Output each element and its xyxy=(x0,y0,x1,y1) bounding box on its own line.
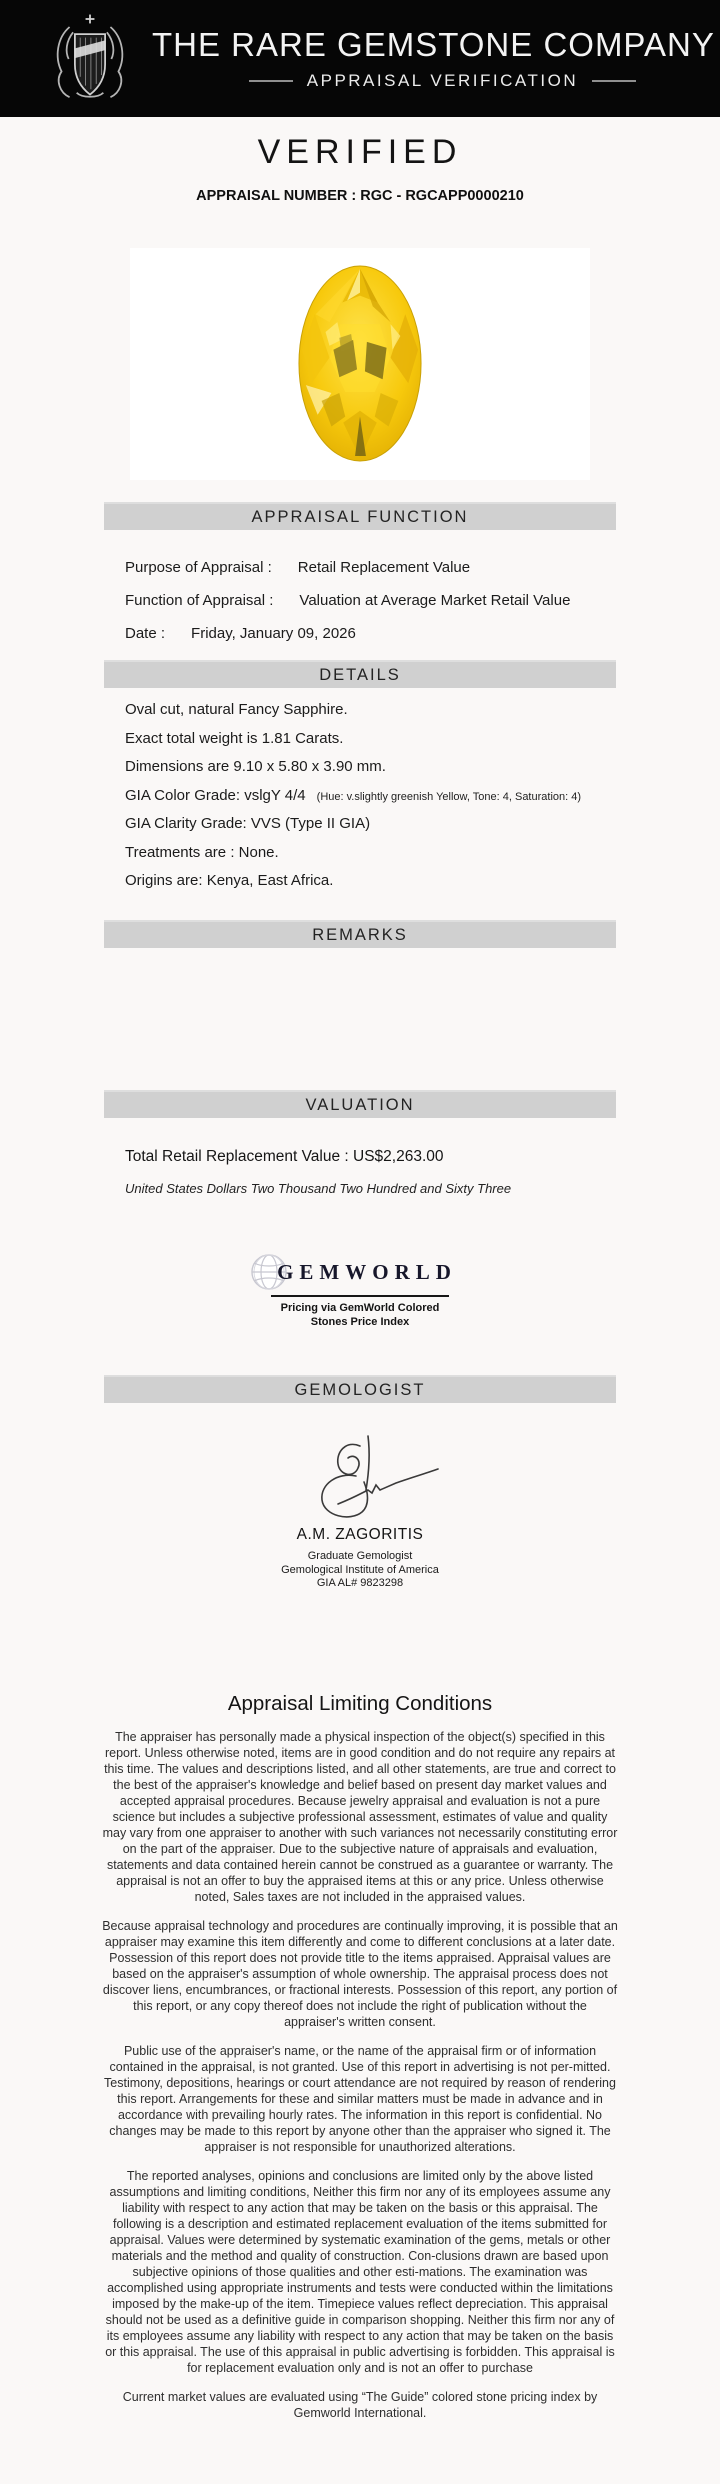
pricing-note-line2: Stones Price Index xyxy=(310,1315,410,1328)
detail-origins: Origins are: Kenya, East Africa. xyxy=(125,872,334,889)
conditions-footnote: Current market values are evaluated using “The Guide” colored stone pricing index by Gemworld International. xyxy=(122,2390,598,2420)
conditions-paragraph-1: The appraiser has personally made a physical inspection of the object(s) specified in this report. Unless otherwise noted, items are in good condition and do not require any repairs at this time. The values and descriptions listed, and all other statements, are true and correct to the best of the appraiser's knowledge and belief based on present day market values and accepted appraisal procedures. Because jewelry appraisal and evaluation is not a pure science but includes a subjective professional assessment, estimates of value and quality may vary from one appraiser to another with such variances not necessarily constituting error on the part of the appraiser. Due to the subjective nature of appraisals and evaluation, statements and data contained herein cannot be construed as a guarantee or warranty. The appraisal is not an offer to buy the appraised items at this or any price. Unless otherwise noted, Sales taxes are not included in the appraised values. xyxy=(102,1730,618,1904)
gemologist-credential-3: GIA AL# 9823298 xyxy=(316,1577,404,1589)
gemologist-credential-2: Gemological Institute of America xyxy=(281,1563,439,1576)
conditions-paragraph-2: Because appraisal technology and procedures are continually improving, it is possible that an appraiser may examine this item differently and come to different conclusions at a later date. Possession of this report does not provide title to the items appraised. Appraisal values are based on the appraiser's assumption of whole ownership. The appraisal process does not discover liens, encumbrances, or fractional interests. Possession of this report, any portion of this report, or any copy thereof does not include the right of publication without the appraiser's written consent. xyxy=(102,1919,618,2029)
tagline-left-dash xyxy=(249,80,293,82)
verified-heading: VERIFIED xyxy=(257,133,463,171)
section-bar-gemologist: GEMOLOGIST xyxy=(104,1375,616,1403)
appraisal-function-rows xyxy=(125,551,570,650)
section-bar-details: DETAILS xyxy=(104,660,616,688)
gemologist-identity xyxy=(0,1526,720,1591)
detail-clarity-grade: GIA Clarity Grade: VVS (Type II GIA) xyxy=(125,815,371,832)
limiting-conditions-text xyxy=(102,1729,618,2434)
function-label: Function of Appraisal : xyxy=(125,592,274,609)
header-text xyxy=(152,26,720,91)
total-retail-value: Total Retail Replacement Value : US$2,263.00 xyxy=(125,1148,444,1165)
gemstone-photo xyxy=(130,248,590,480)
detail-weight: Exact total weight is 1.81 Carats. xyxy=(125,729,344,747)
purpose-row xyxy=(125,551,570,584)
date-label: Date : xyxy=(125,625,166,642)
appraisal-number: APPRAISAL NUMBER : RGC - RGCAPP0000210 xyxy=(196,188,524,204)
section-bar-appraisal-function: APPRAISAL FUNCTION xyxy=(104,502,616,530)
limiting-conditions-title: Appraisal Limiting Conditions xyxy=(227,1692,493,1715)
header-tagline: APPRAISAL VERIFICATION xyxy=(306,71,579,90)
conditions-paragraph-4: The reported analyses, opinions and conclusions are limited only by the above listed assumptions and limiting conditions, Neither this firm nor any of its employees assume any liability with respect to any action that may be taken on the basis or this appraisal. The following is a description and estimated replacement evaluation of the items submitted for appraisal. Values were determined by systematic examination of the gems, metals or other materials and the method and quality of construction. Con-clusions drawn are based upon subjective opinions of those qualities and other esti-mations. The examination was accomplished using appropriate instruments and tests were conducted within the limitations imposed by the make-up of the item. Timepiece values reflect depreciation. This appraisal should not be used as a definitive guide in comparison shopping. Neither this firm nor any of its employees assume any liability with respect to any action that may be taken on the basis or this appraisal. The use of this appraisal in public advertising is forbidden. This appraisal is for replacement evaluation only and is not an offer to purchase xyxy=(105,2169,615,2375)
section-bar-valuation: VALUATION xyxy=(104,1090,616,1118)
gemologist-signature xyxy=(298,1432,444,1524)
function-row xyxy=(125,584,570,617)
tagline-right-dash xyxy=(592,80,636,82)
conditions-paragraph-3: Public use of the appraiser's name, or the name of the appraisal firm or of information contained in the appraisal, is not granted. Use of this report in advertising is not per-mitted. Testimony, depositions, hearings or court attendance are not required by reason of rendering this report. Arrangements for these and similar matters must be made in advance and in accordance with prevailing hourly rates. The information in this report is confidential. No changes may be made to this report by anyone other than the appraiser who signed it. The appraiser is not responsible for unauthorized alterations. xyxy=(104,2044,616,2154)
detail-cut: Oval cut, natural Fancy Sapphire. xyxy=(125,701,348,718)
pricing-note-line1: Pricing via GemWorld Colored xyxy=(280,1302,440,1314)
gemworld-pricing-block xyxy=(0,1250,720,1329)
section-bar-remarks: REMARKS xyxy=(104,920,616,948)
company-crest-icon xyxy=(50,11,130,107)
gemworld-brand: GEMWORLD xyxy=(277,1259,457,1284)
gemologist-name: A.M. ZAGORITIS xyxy=(296,1526,424,1543)
color-grade-note: (Hue: v.slightly greenish Yellow, Tone: 4, Saturation: 4) xyxy=(316,790,582,803)
purpose-label: Purpose of Appraisal : xyxy=(125,559,272,576)
details-list xyxy=(125,701,581,901)
value-in-words: United States Dollars Two Thousand Two Hundred and Sixty Three xyxy=(125,1181,512,1196)
color-grade-text: GIA Color Grade: vslgY 4/4 xyxy=(125,786,306,804)
detail-treatments: Treatments are : None. xyxy=(125,843,279,861)
function-value: Valuation at Average Market Retail Value xyxy=(299,592,571,609)
purpose-value: Retail Replacement Value xyxy=(297,559,471,576)
gemologist-credential-1: Graduate Gemologist xyxy=(307,1550,413,1562)
detail-color-grade xyxy=(125,787,581,816)
detail-dimensions: Dimensions are 9.10 x 5.80 x 3.90 mm. xyxy=(125,758,386,775)
gemworld-underline xyxy=(271,1295,449,1297)
company-name: THE RARE GEMSTONE COMPANY xyxy=(152,26,715,63)
date-row xyxy=(125,617,570,650)
site-header xyxy=(0,0,720,117)
date-value: Friday, January 09, 2026 xyxy=(191,625,356,642)
yellow-oval-gem-image xyxy=(296,262,424,466)
